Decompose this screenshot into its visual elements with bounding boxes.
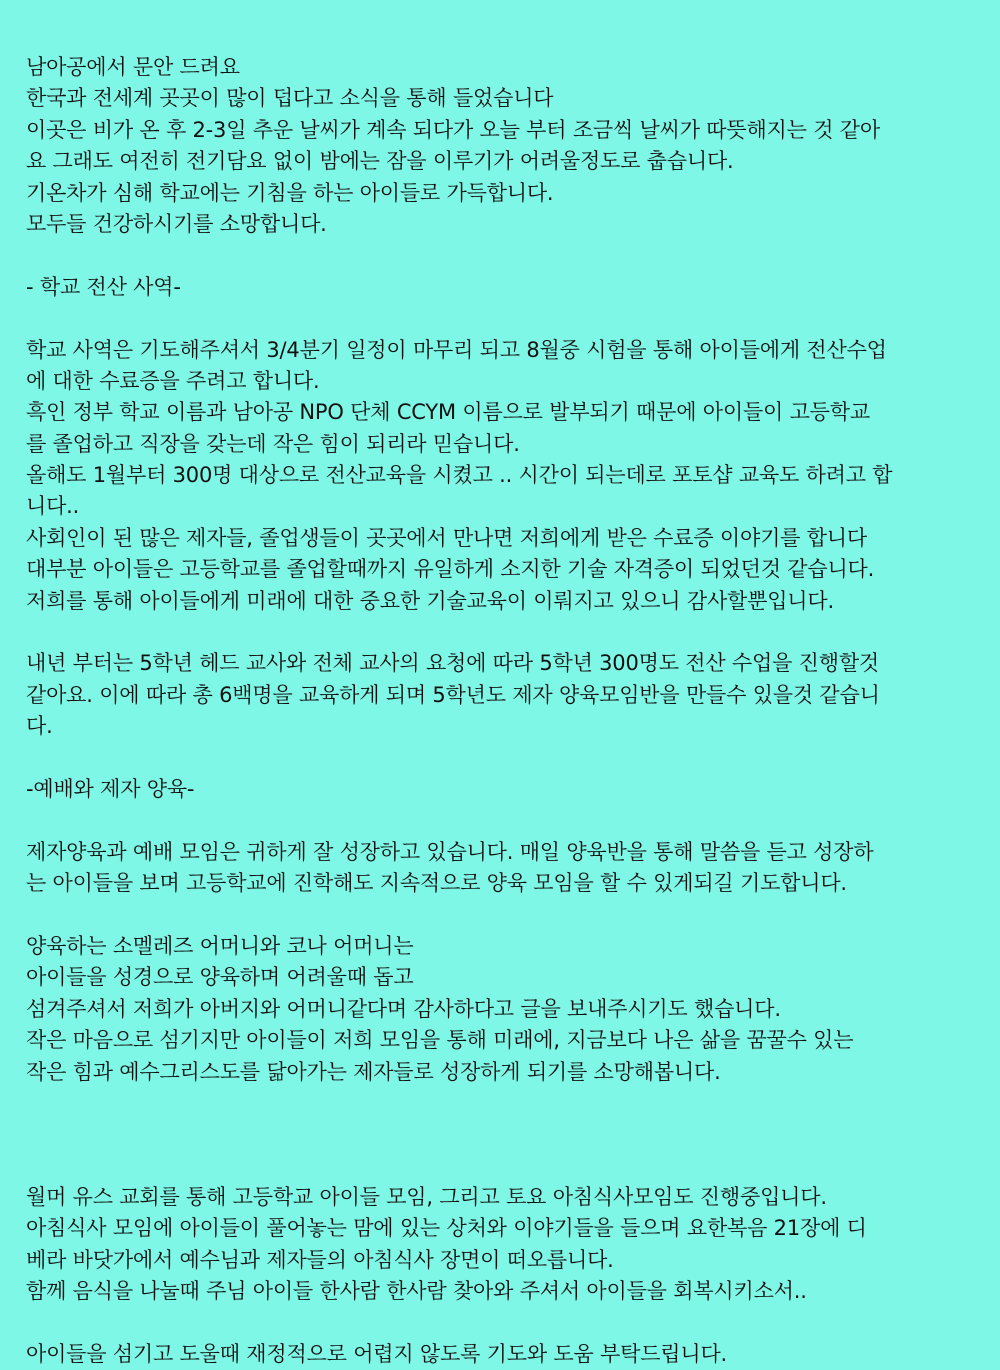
text-line: 모두들 건강하시기를 소망합니다.	[26, 211, 327, 236]
text-line: 아침식사 모임에 아이들이 풀어놓는 맘에 있는 상처와 이야기들을 들으며 요한복음 21장에 디	[26, 1216, 867, 1241]
text-line: 사회인이 된 많은 제자들, 졸업생들이 곳곳에서 만나면 저희에게 받은 수료증 이야기를 합니다	[26, 525, 867, 550]
text-line: 요 그래도 여전히 전기담요 없이 밤에는 잠을 이루기가 어려울정도로 춥습니다.	[26, 149, 734, 174]
text-line: 에 대한 수료증을 주려고 합니다.	[26, 368, 320, 393]
text-line: 는 아이들을 보며 고등학교에 진학해도 지속적으로 양육 모임을 할 수 있게되길 기도합니다.	[26, 871, 847, 896]
text-line: 남아공에서 문안 드려요	[26, 55, 240, 79]
blank-line	[26, 303, 980, 334]
text-line: 내년 부터는 5학년 헤드 교사와 전체 교사의 요청에 따라 5학년 300명도 전산 수업을 진행할것	[26, 651, 879, 676]
text-line: 올해도 1월부터 300명 대상으로 전산교육을 시켰고 .. 시간이 되는데로 포토샵 교육도 하려고 합	[26, 463, 893, 488]
section-heading-school-it: - 학교 전산 사역-	[26, 274, 181, 299]
text-line: 함께 음식을 나눌때 주님 아이들 한사람 한사람 찾아와 주셔서 아이들을 회복시키소서..	[26, 1279, 807, 1304]
text-line: 같아요. 이에 따라 총 6백명을 교육하게 되며 5학년도 제자 양육모임반을 만들수 있을것 같습니	[26, 682, 880, 707]
blank-line	[26, 743, 980, 774]
blank-line	[26, 900, 980, 931]
text-line: 저희를 통해 아이들에게 미래에 대한 중요한 기술교육이 이뤄지고 있으니 감사할뿐입니다.	[26, 588, 834, 613]
text-line: 니다..	[26, 494, 80, 519]
blank-line	[26, 1308, 980, 1339]
text-line: 베라 바닷가에서 예수님과 제자들의 아침식사 장면이 떠오릅니다.	[26, 1247, 614, 1272]
blank-line	[26, 1088, 980, 1119]
blank-line	[26, 617, 980, 648]
text-line: 대부분 아이들은 고등학교를 졸업할때까지 유일하게 소지한 기술 자격증이 되었던것 같습니다.	[26, 557, 875, 582]
text-line: 기온차가 심해 학교에는 기침을 하는 아이들로 가득합니다.	[26, 180, 554, 205]
text-line: 제자양육과 예배 모임은 귀하게 잘 성장하고 있습니다. 매일 양육반을 통해 말씀을 듣고 성장하	[26, 839, 874, 864]
text-line: 다.	[26, 714, 53, 739]
text-line: 학교 사역은 기도해주셔서 3/4분기 일정이 마무리 되고 8월중 시험을 통해 아이들에게 전산수업	[26, 337, 887, 362]
text-line: 아이들을 성경으로 양육하며 어려울때 돕고	[26, 965, 414, 990]
text-line: 한국과 전세계 곳곳이 많이 덥다고 소식을 통해 들었습니다	[26, 86, 554, 111]
text-line: 섬겨주셔서 저희가 아버지와 어머니같다며 감사하다고 글을 보내주시기도 했습니다.	[26, 996, 781, 1021]
text-line: 흑인 정부 학교 이름과 남아공 NPO 단체 CCYM 이름으로 발부되기 때문에 아이들이 고등학교	[26, 400, 870, 425]
text-line: 아이들을 섬기고 도울때 재정적으로 어렵지 않도록 기도와 도움 부탁드립니다.	[26, 1342, 728, 1367]
blank-line	[26, 1151, 980, 1182]
text-line: 월머 유스 교회를 통해 고등학교 아이들 모임, 그리고 토요 아침식사모임도 진행중입니다.	[26, 1185, 827, 1210]
blank-line	[26, 240, 980, 271]
text-line: 양육하는 소멜레즈 어머니와 코나 어머니는	[26, 933, 414, 958]
text-line: 를 졸업하고 직장을 갖는데 작은 힘이 되리라 믿습니다.	[26, 431, 520, 456]
text-line: 작은 마음으로 섬기지만 아이들이 저희 모임을 통해 미래에, 지금보다 나은 삶을 꿈꿀수 있는	[26, 1028, 854, 1053]
blank-line	[26, 805, 980, 836]
text-line: 이곳은 비가 온 후 2-3일 추운 날씨가 계속 되다가 오늘 부터 조금씩 날씨가 따뜻해지는 것 같아	[26, 117, 880, 142]
section-heading-worship: -예배와 제자 양육-	[26, 776, 195, 801]
blank-line	[26, 1119, 980, 1150]
text-line: 작은 힘과 예수그리스도를 닮아가는 제자들로 성장하게 되기를 소망해봅니다.	[26, 1059, 721, 1084]
